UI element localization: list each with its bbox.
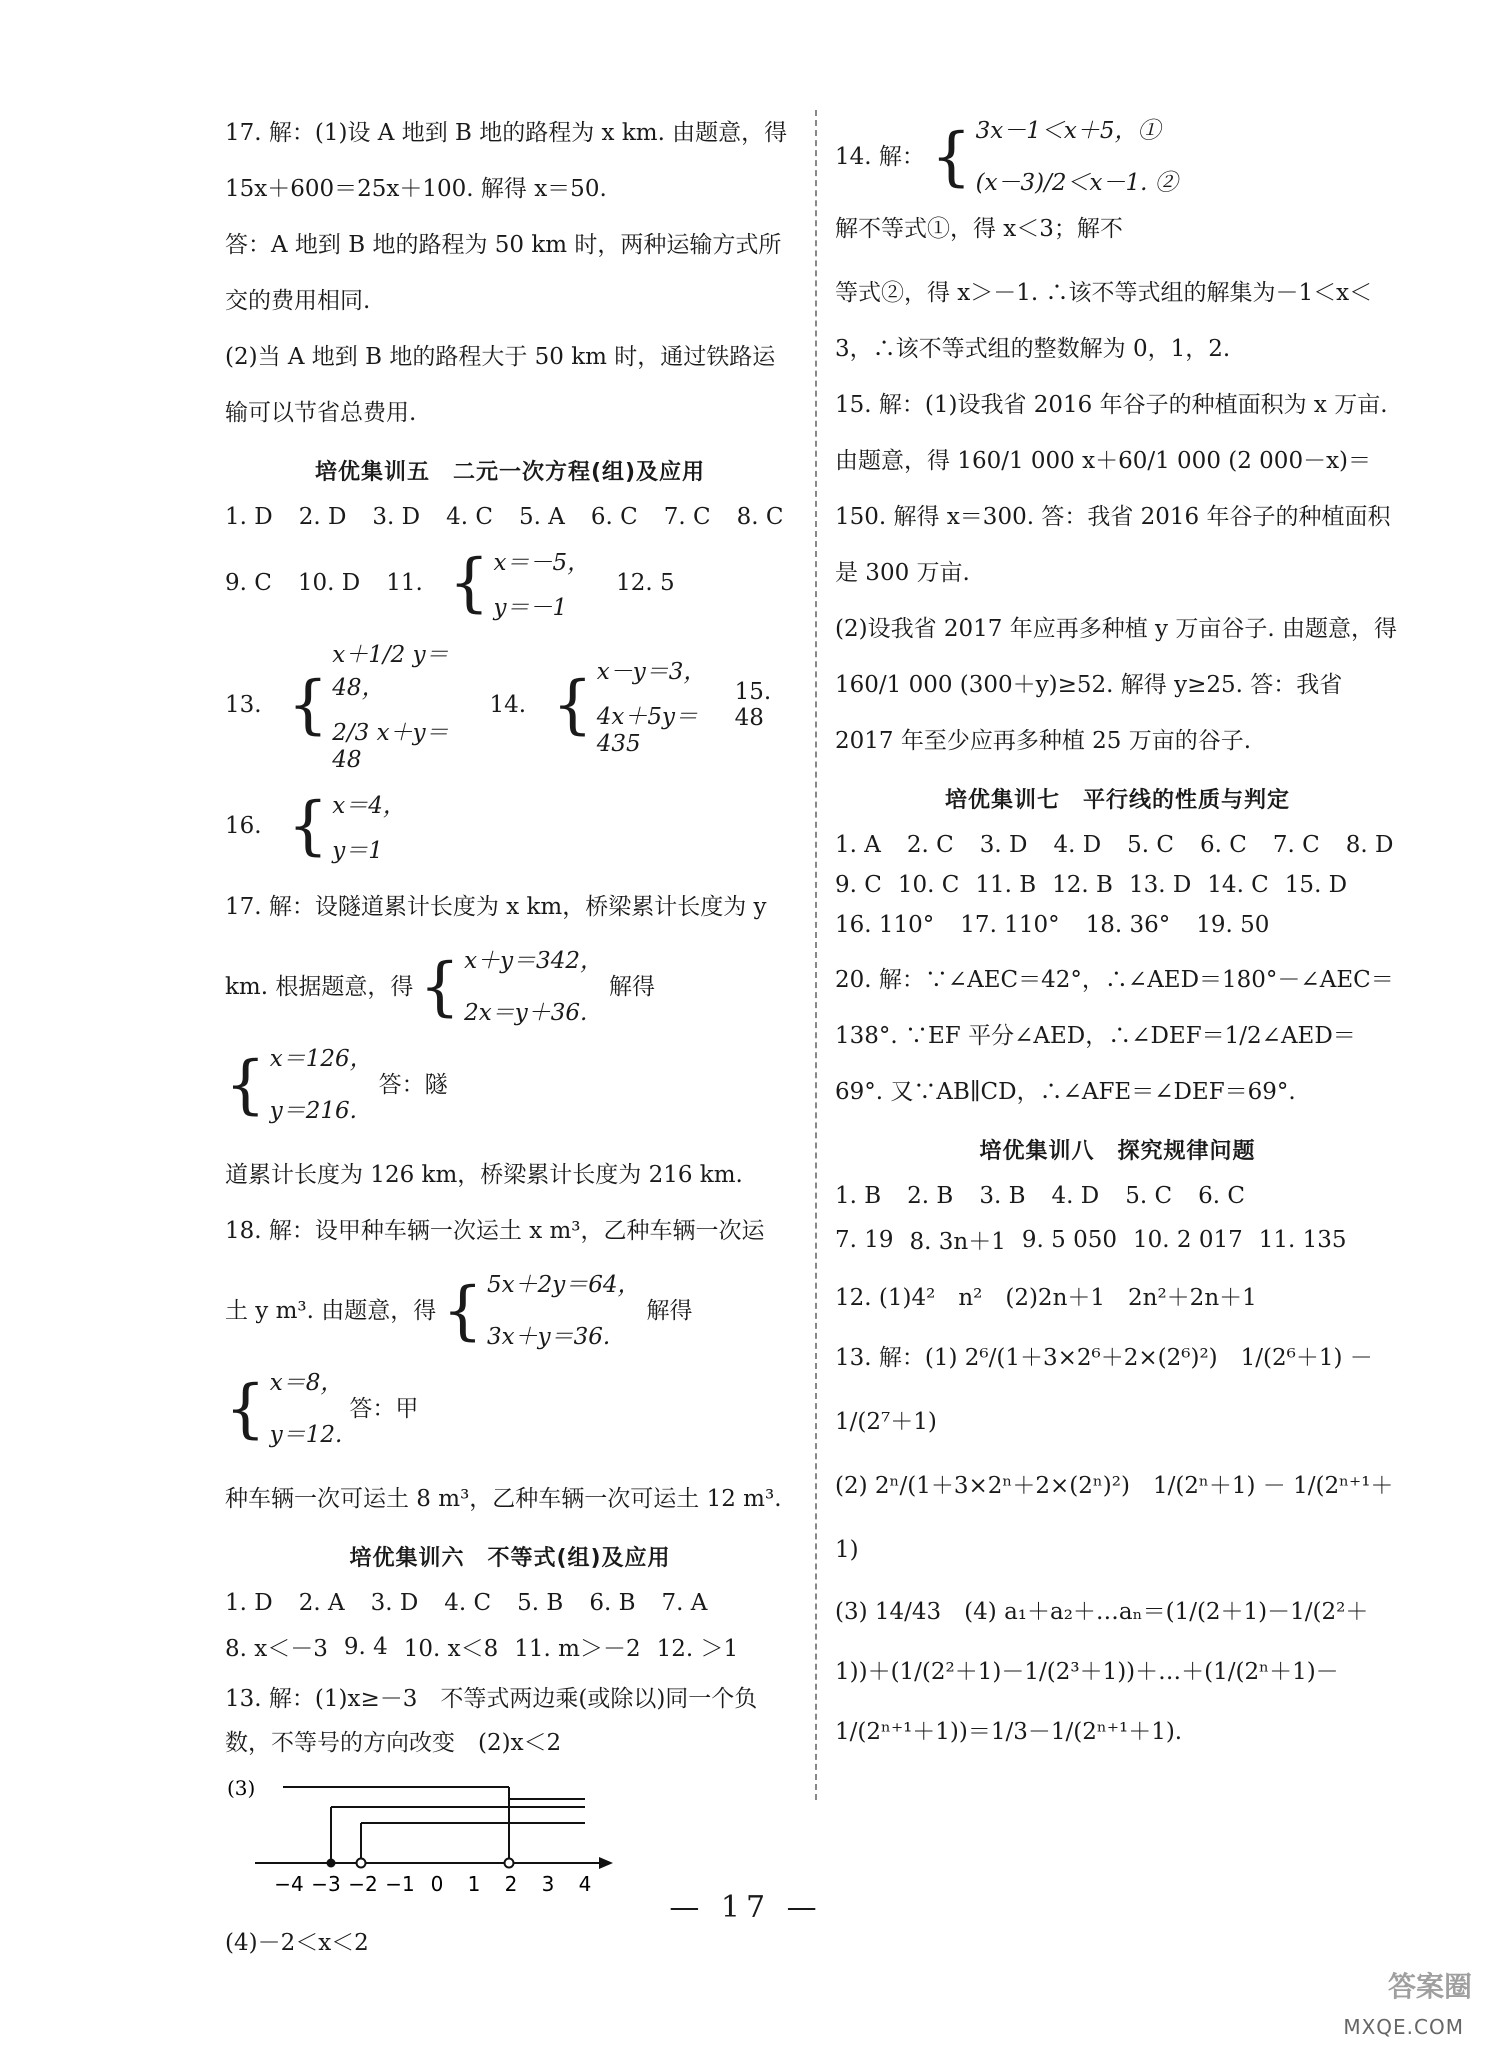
- answer: 6. C: [590, 504, 638, 530]
- answer: 1. A: [835, 832, 881, 858]
- tick-label: −1: [385, 1872, 415, 1896]
- answer: 4. D: [1053, 832, 1102, 858]
- equation: y＝216.: [269, 1098, 357, 1124]
- tick-label: 1: [467, 1872, 481, 1896]
- answers-row-8: [835, 872, 1400, 898]
- q18-line2: [225, 1265, 795, 1455]
- brace-glyph: {: [419, 950, 461, 1024]
- q17a-part2: 答：A 地到 B 地的路程为 50 km 时，两种运输方式所交的费用相同.: [225, 232, 782, 314]
- answers-row-12: 12. (1)4² n² (2)2n＋1 2n²＋2n＋1: [835, 1285, 1257, 1311]
- answer: 4. C: [444, 1590, 492, 1616]
- answer: 12. 5: [616, 570, 675, 596]
- equation-system-16: [288, 787, 406, 865]
- answer: 15. 48: [734, 678, 772, 731]
- answer: 3. D: [372, 504, 421, 530]
- answer: 14. C: [1207, 872, 1269, 898]
- q14-line1: [835, 111, 1400, 249]
- answer: 5. A: [518, 504, 565, 530]
- open-point-neg2: [357, 1859, 366, 1868]
- q17b-line3: 道累计长度为 126 km，桥梁累计长度为 216 km.: [225, 1162, 743, 1188]
- answer: 4. C: [446, 504, 493, 530]
- answer: 8. x＜－3: [225, 1636, 328, 1662]
- answer: 1. B: [835, 1183, 882, 1209]
- brace-glyph: {: [552, 667, 593, 742]
- brace-glyph: {: [930, 120, 972, 194]
- answer: 9. C: [835, 872, 882, 898]
- section-heading-6: 培优集训六 不等式(组)及应用: [349, 1546, 671, 1571]
- answer: 1. D: [225, 1590, 273, 1616]
- equation: y＝12.: [269, 1422, 343, 1448]
- equation: x＝－5，: [493, 550, 591, 576]
- answer: 10. x＜8: [403, 1636, 499, 1662]
- brace-glyph: {: [448, 546, 490, 620]
- figure-label: (3): [227, 1776, 256, 1800]
- answer: 16. 110°: [835, 912, 935, 938]
- answer: 5. C: [1127, 832, 1174, 858]
- answers-row-7: [835, 832, 1400, 858]
- answers-row-9: [835, 912, 1400, 938]
- equation: 2/3 x＋y＝48: [332, 720, 449, 773]
- text: 答：甲: [349, 1396, 419, 1422]
- answer: 2. B: [907, 1183, 954, 1209]
- answer: 8. 3n＋1: [909, 1229, 1006, 1255]
- answer: 15. D: [1284, 872, 1348, 898]
- solution-system-17: [225, 1039, 373, 1131]
- answer: 9. 4: [343, 1633, 388, 1660]
- inequality-system-14: [931, 111, 1178, 203]
- equation-system-17: [419, 941, 603, 1033]
- answer-label: 16.: [225, 813, 262, 839]
- answer: 9. 5 050: [1021, 1226, 1117, 1253]
- brace-glyph: {: [287, 667, 329, 742]
- equation: x＝126，: [269, 1046, 373, 1072]
- answer: 8. D: [1345, 832, 1394, 858]
- answer: 7. 19: [835, 1226, 894, 1253]
- answer: 3. B: [979, 1183, 1026, 1209]
- answer: 3. D: [370, 1590, 419, 1616]
- equation-system-18: [442, 1265, 640, 1357]
- equation: 4x＋5y＝435: [596, 703, 699, 757]
- open-point-2: [505, 1859, 514, 1868]
- text: 答：隧: [378, 1072, 448, 1098]
- answers-row-5: [225, 1590, 795, 1616]
- q13-part2: (2) 2ⁿ/(1＋3×2ⁿ＋2×(2ⁿ)²) 1/(2ⁿ＋1) － 1/(2ⁿ⁺¹＋1): [835, 1473, 1394, 1563]
- text: km. 根据题意，得: [225, 974, 414, 1000]
- answer: 10. 2 017: [1132, 1226, 1243, 1253]
- answer: 8. C: [736, 504, 784, 530]
- equation: x＝8，: [269, 1370, 344, 1396]
- q17a-part1: 17. 解：(1)设 A 地到 B 地的路程为 x km. 由题意，得 15x＋600＝25x＋100. 解得 x＝50.: [225, 120, 788, 202]
- answers-row-4: [225, 787, 795, 865]
- equation: x＝4，: [332, 793, 406, 819]
- answer: 17. 110°: [960, 912, 1060, 938]
- answer: 4. D: [1051, 1183, 1100, 1209]
- answers-row-6: [225, 1630, 795, 1663]
- q13c: 13. 解：(1)x≥－3 不等式两边乘(或除以)同一个负数，不等号的方向改变 (2)x＜2: [225, 1686, 758, 1756]
- equation: 5x＋2y＝64，: [487, 1272, 641, 1298]
- q20: 20. 解：∵∠AEC＝42°，∴∠AED＝180°－∠AEC＝138°. ∵EF 平分∠AED，∴∠DEF＝1/2∠AED＝69°. 又∵AB∥CD，∴∠AFE＝∠DEF＝69°.: [835, 967, 1394, 1105]
- q18-line1: 18. 解：设甲种车辆一次运土 x m³，乙种车辆一次运: [225, 1218, 765, 1244]
- tick-label: 4: [578, 1872, 592, 1896]
- column-divider: [815, 110, 817, 1800]
- answer: 10. C: [897, 872, 960, 898]
- watermark-logo: 答案圈: [1387, 1970, 1472, 2003]
- q14-line2: 等式②，得 x＞－1. ∴该不等式组的解集为－1＜x＜3，∴该不等式组的整数解为 0，1，2.: [835, 280, 1373, 362]
- equation-system-13: [288, 636, 464, 773]
- answers-row-3: [225, 636, 795, 773]
- q17b-line2: [225, 941, 795, 1131]
- answers-row-10: [835, 1183, 1400, 1209]
- tick-label: −3: [311, 1872, 341, 1896]
- brace-glyph: {: [287, 789, 329, 863]
- tick-label: −2: [348, 1872, 378, 1896]
- number-line-figure: [225, 1773, 795, 1909]
- answer: 10. D: [297, 570, 361, 596]
- answer: 18. 36°: [1085, 912, 1171, 938]
- answer: 11. m＞－2: [514, 1636, 641, 1662]
- answer: 2. D: [298, 504, 347, 530]
- tick-label: −4: [274, 1872, 304, 1896]
- answer: 6. C: [1200, 832, 1247, 858]
- inequality: 3x－1＜x＋5，①: [975, 118, 1161, 144]
- equation: 2x＝y＋36.: [464, 1000, 588, 1026]
- text: 解得: [608, 974, 655, 1000]
- text: 解得: [646, 1298, 693, 1324]
- q13c-part4: (4)－2＜x＜2: [225, 1930, 369, 1956]
- q15-part1: 15. 解：(1)设我省 2016 年谷子的种植面积为 x 万亩. 由题意，得 160/1 000 x＋60/1 000 (2 000－x)＝150. 解得 x＝300. 答：我省 2016 年谷子的种植面积是 300 万亩.: [835, 392, 1391, 586]
- equation-system-11: [449, 544, 590, 622]
- q17b-line1: 17. 解：设隧道累计长度为 x km，桥梁累计长度为 y: [225, 894, 767, 920]
- answer-label: 13.: [225, 691, 262, 718]
- section-heading-7: 培优集训七 平行线的性质与判定: [944, 788, 1290, 813]
- q17a-part3: (2)当 A 地到 B 地的路程大于 50 km 时，通过铁路运输可以节省总费用.: [225, 344, 776, 426]
- equation: x＋y＝342，: [464, 948, 603, 974]
- answers-row-1: [225, 504, 795, 530]
- equation: x－y＝3，: [596, 658, 707, 685]
- text: 土 y m³. 由题意，得: [225, 1298, 437, 1324]
- inequality: (x－3)/2＜x－1. ②: [975, 170, 1178, 196]
- brace-glyph: {: [442, 1274, 483, 1348]
- tick-label: 2: [504, 1872, 518, 1896]
- answers-row-2: [225, 544, 795, 622]
- q15-part2: (2)设我省 2017 年应再多种植 y 万亩谷子. 由题意，得 160/1 000 (300＋y)≥52. 解得 y≥25. 答：我省 2017 年至少应再多种植 25 万亩的谷子.: [835, 616, 1397, 754]
- text: 14. 解：: [835, 144, 925, 170]
- answer: 5. B: [517, 1590, 564, 1616]
- watermark-url: MXQE.COM: [1343, 2015, 1464, 2039]
- equation: 3x＋y＝36.: [487, 1324, 611, 1350]
- section-heading-5: 培优集训五 二元一次方程(组)及应用: [314, 460, 706, 485]
- answer: 12. ＞1: [656, 1636, 739, 1662]
- answer: 9. C: [225, 570, 272, 596]
- q13-part1: 13. 解：(1) 2⁶/(1＋3×2⁶＋2×(2⁶)²) 1/(2⁶＋1) － 1/(2⁷＋1): [835, 1345, 1373, 1435]
- q18-line3: 种车辆一次可运土 8 m³，乙种车辆一次可运土 12 m³.: [225, 1486, 782, 1512]
- brace-glyph: {: [225, 1372, 266, 1446]
- solution-system-18: [225, 1363, 343, 1455]
- answer: 2. C: [906, 832, 954, 858]
- equation: y＝1: [332, 838, 383, 864]
- answer: 2. A: [298, 1590, 345, 1616]
- answer: 7. A: [661, 1590, 708, 1616]
- axis-arrow: [599, 1857, 613, 1869]
- equation: x＋1/2 y＝48，: [332, 642, 449, 701]
- equation: y＝－1: [493, 595, 568, 621]
- answer: 5. C: [1125, 1183, 1173, 1209]
- left-column: [225, 105, 795, 1971]
- q13-part3: (3) 14/43 (4) a₁＋a₂＋…aₙ＝(1/(2＋1)－1/(2²＋1))＋(1/(2²＋1)－1/(2³＋1))＋…＋(1/(2ⁿ＋1)－1/(2ⁿ⁺¹＋1))＝1/3－1/(2ⁿ⁺¹＋1).: [835, 1599, 1369, 1745]
- answer: 7. C: [1272, 832, 1320, 858]
- answer: 11. 135: [1258, 1226, 1347, 1253]
- answer: 6. C: [1198, 1183, 1245, 1209]
- section-heading-8: 培优集训八 探究规律问题: [979, 1139, 1256, 1164]
- right-column: [835, 105, 1400, 1762]
- answer: 6. B: [589, 1590, 636, 1616]
- tick-label: 0: [430, 1872, 444, 1896]
- answer: 7. C: [663, 504, 711, 530]
- closed-point-neg3: [327, 1859, 336, 1868]
- answer: 12. B: [1052, 872, 1113, 898]
- tick-label: 3: [541, 1872, 555, 1896]
- answer: 11. B: [975, 872, 1037, 898]
- text: 解不等式①，得 x＜3；解不: [835, 216, 1123, 242]
- page-number: — 17 —: [669, 1890, 823, 1925]
- answer: 11.: [386, 570, 423, 596]
- brace-glyph: {: [225, 1048, 266, 1122]
- number-line-svg: [225, 1773, 645, 1903]
- answer: 3. D: [979, 832, 1028, 858]
- equation-system-14: [552, 653, 709, 757]
- answer: 1. D: [225, 504, 273, 530]
- answer-label: 14.: [489, 691, 527, 718]
- answer: 13. D: [1128, 872, 1192, 898]
- answer: 19. 50: [1196, 912, 1270, 938]
- answers-row-11: [835, 1223, 1400, 1256]
